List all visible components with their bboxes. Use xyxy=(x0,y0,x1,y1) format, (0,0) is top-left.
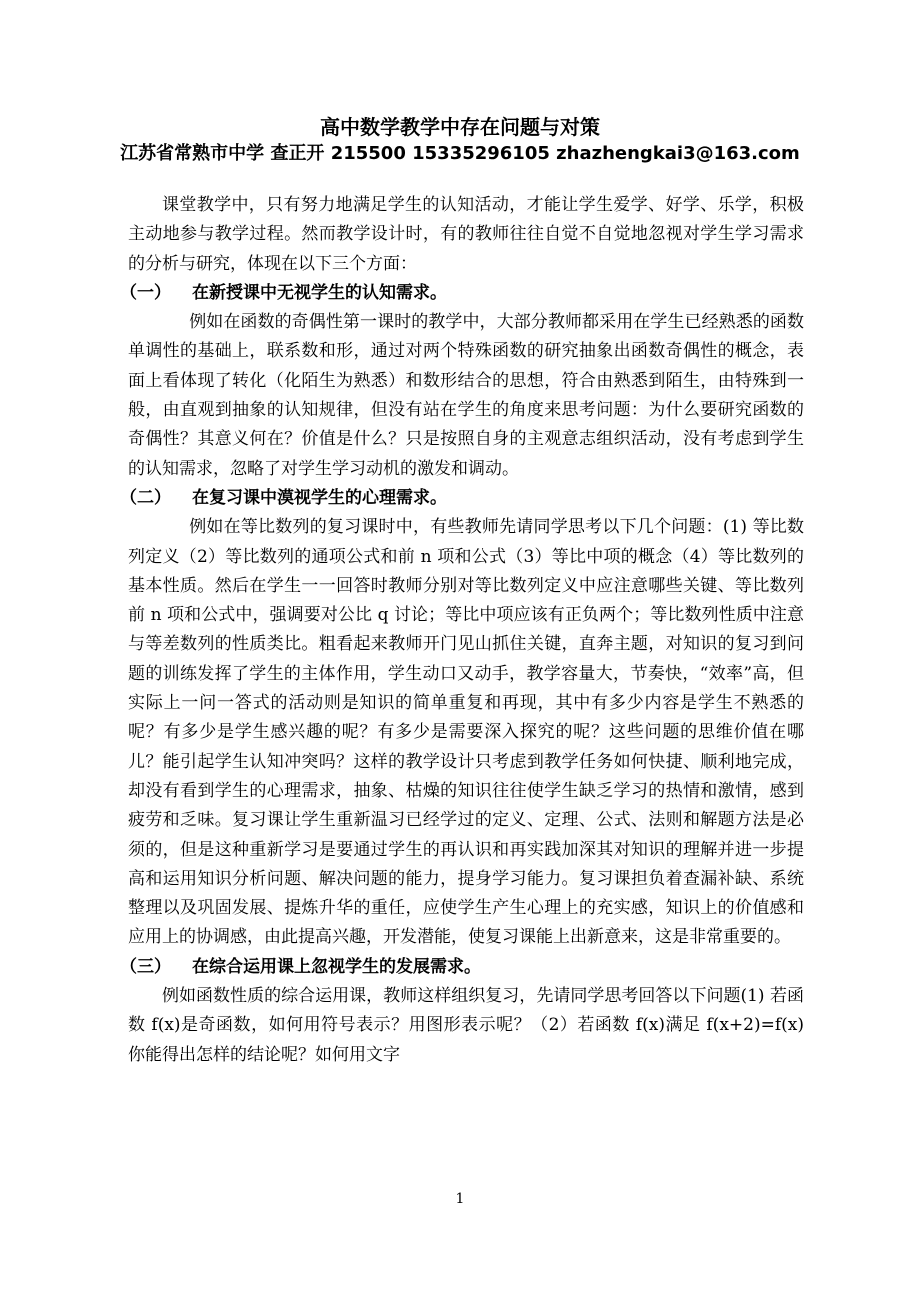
section-paragraph: 例如在等比数列的复习课时中，有些教师先请同学思考以下几个问题：(1) 等比数列定义（2）等比数列的通项公式和前 n 项和公式（3）等比中项的概念（4）等比数列的基本性质。然后在学生一一回答时教师分别对等比数列定义中应注意哪些关键、等比数列前 n 项和公式中，强调要对公比 q 讨论；等比中项应该有正负两个；等比数列性质中注意与等差数列的性质类比。粗看起来教师开门见山抓住关键，直奔主题，对知识的复习到问题的训练发挥了学生的主体作用，学生动口又动手，教学容量大，节奏快，“效率”高，但实际上一问一答式的活动则是知识的简单重复和再现，其中有多少内容是学生不熟悉的呢？有多少是学生感兴趣的呢？有多少是需要深入探究的呢？这些问题的思维价值在哪儿？能引起学生认知冲突吗？这样的教学设计只考虑到教学任务如何快捷、顺利地完成，却没有看到学生的心理需求，抽象、枯燥的知识往往使学生缺乏学习的热情和激情，感到疲劳和乏味。复习课让学生重新温习已经学过的定义、定理、公式、法则和解题方法是必须的，但是这种重新学习是要通过学生的再认识和再实践加深其对知识的理解并进一步提高和运用知识分析问题、解决问题的能力，提身学习能力。复习课担负着查漏补缺、系统整理以及巩固发展、提炼升华的重任，应使学生产生心理上的充实感，知识上的价值感和应用上的协调感，由此提高兴趣，开发潜能，使复习课能上出新意来，这是非常重要的。 xyxy=(128,517,804,948)
section-heading-text: 在复习课中漠视学生的心理需求。 xyxy=(192,487,447,508)
section-heading xyxy=(120,953,804,982)
section-paragraph: 例如函数性质的综合运用课，教师这样组织复习，先请同学思考回答以下问题(1) 若函数 f(x)是奇函数，如何用符号表示？用图形表示呢？（2）若函数 f(x)满足 f(x+2)=f(x) 你能得出怎样的结论呢？如何用文字 xyxy=(128,986,804,1065)
document-title: 高中数学教学中存在问题与对策 xyxy=(320,115,600,139)
page-number: 1 xyxy=(455,1191,465,1207)
document-body xyxy=(120,191,804,1070)
section-heading-text: 在新授课中无视学生的认知需求。 xyxy=(192,282,447,303)
author-line: 江苏省常熟市中学 查正开 215500 15335296105 zhazhengkai3@163.com xyxy=(120,143,800,164)
section-heading-text: 在综合运用课上忽视学生的发展需求。 xyxy=(192,956,481,977)
section-heading xyxy=(120,279,804,308)
intro-paragraph: 课堂教学中，只有努力地满足学生的认知活动，才能让学生爱学、好学、乐学，积极主动地参与教学过程。然而教学设计时，有的教师往往自觉不自觉地忽视对学生学习需求的分析与研究，体现在以下三个方面： xyxy=(128,195,804,274)
section-number: （三） xyxy=(120,956,171,977)
section-number: （一） xyxy=(120,282,171,303)
section-heading xyxy=(120,484,804,513)
section-number: （二） xyxy=(120,487,171,508)
section-paragraph: 例如在函数的奇偶性第一课时的教学中，大部分教师都采用在学生已经熟悉的函数单调性的基础上，联系数和形，通过对两个特殊函数的研究抽象出函数奇偶性的概念，表面上看体现了转化（化陌生为熟悉）和数形结合的思想，符合由熟悉到陌生，由特殊到一般，由直观到抽象的认知规律，但没有站在学生的角度来思考问题：为什么要研究函数的奇偶性？其意义何在？价值是什么？只是按照自身的主观意志组织活动，没有考虑到学生的认知需求，忽略了对学生学习动机的激发和调动。 xyxy=(128,312,804,479)
